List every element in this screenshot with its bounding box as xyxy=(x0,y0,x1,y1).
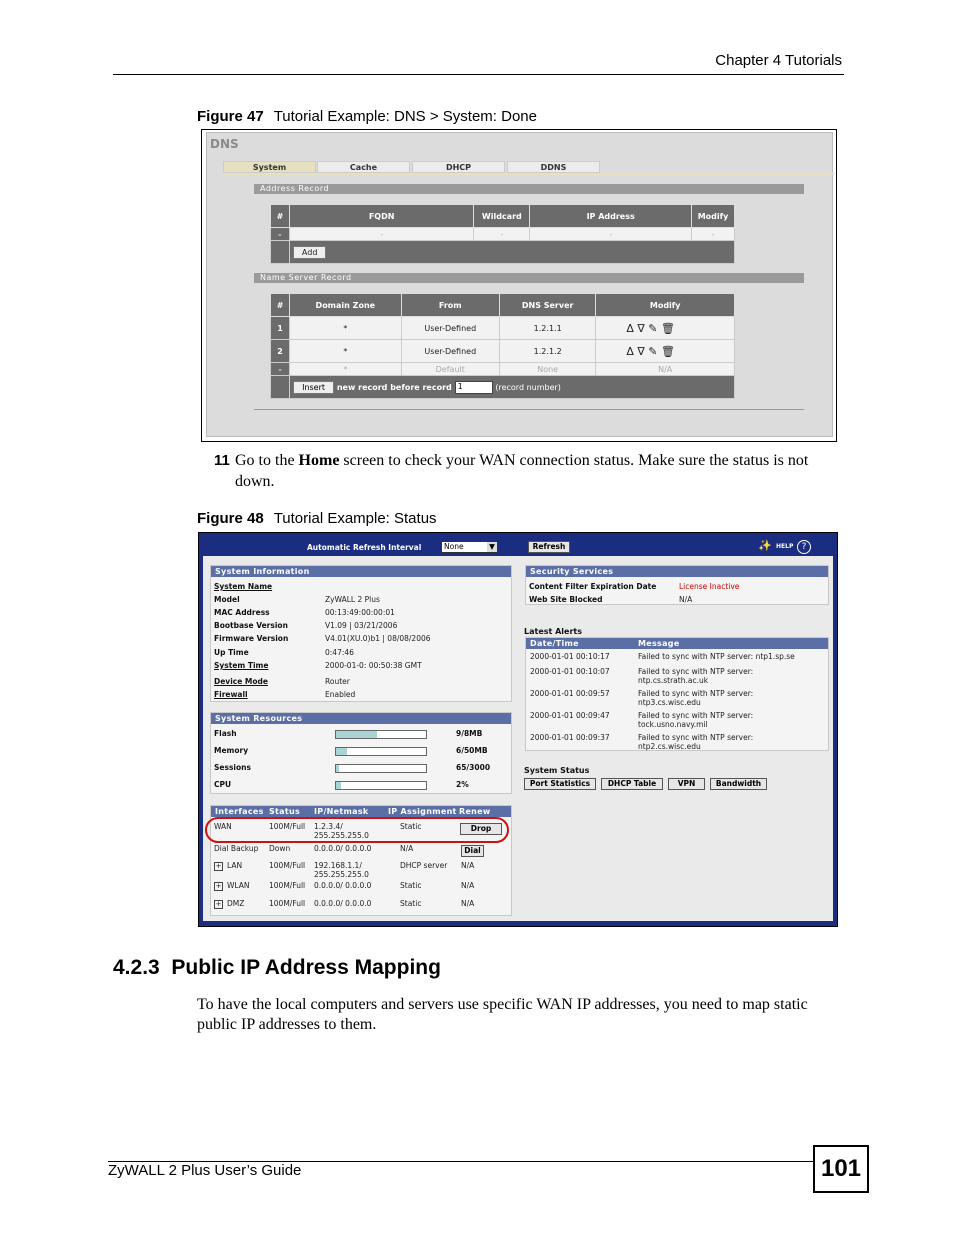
guide-title: ZyWALL 2 Plus User’s Guide xyxy=(108,1162,302,1179)
chapter-title: Chapter 4 Tutorials xyxy=(715,52,842,69)
col-header: IP/Netmask xyxy=(314,807,369,816)
figure-47-caption xyxy=(197,108,537,125)
name-server-table xyxy=(270,293,735,399)
tab-cache[interactable]: Cache xyxy=(317,161,410,173)
col-header: Modify xyxy=(596,294,735,317)
alert-message: Failed to sync with NTP server: xyxy=(638,689,754,698)
table-cell: * xyxy=(290,340,401,363)
interface-name-text: DMZ xyxy=(227,899,245,908)
col-header: Modify xyxy=(692,205,735,228)
step-text-after: screen to check your WAN connection status. Make sure the status is not down. xyxy=(235,452,809,490)
resource-usage-fill xyxy=(336,765,339,772)
insert-text: new record before record xyxy=(336,382,452,392)
interface-assignment: N/A xyxy=(400,844,414,853)
table-cell: 1.2.1.1 xyxy=(499,317,595,340)
content-filter-label: Content Filter Expiration Date xyxy=(529,582,657,591)
col-header: # xyxy=(271,294,290,317)
move-down-icon[interactable]: ∇ xyxy=(637,321,645,335)
interface-name-text: WLAN xyxy=(227,881,250,890)
resource-usage-fill xyxy=(336,782,341,789)
sysinfo-value: 00:13:49:00:00:01 xyxy=(325,608,395,617)
sysinfo-value: 0:47:46 xyxy=(325,648,354,657)
interface-status: Down xyxy=(269,844,291,853)
insert-button[interactable]: Insert xyxy=(293,381,334,394)
latest-alerts-heading: Latest Alerts xyxy=(524,627,583,636)
resource-name: Flash xyxy=(214,729,237,738)
sysinfo-label[interactable]: Firewall xyxy=(214,690,248,699)
name-server-record-heading: Name Server Record xyxy=(254,273,804,283)
table-cell: - xyxy=(271,363,290,376)
resource-value: 6/50MB xyxy=(456,746,488,755)
col-header: IP Address xyxy=(530,205,692,228)
figure-48-caption xyxy=(197,510,437,527)
license-status: License Inactive xyxy=(679,582,740,591)
interface-renew: N/A xyxy=(461,899,475,908)
interface-status: 100M/Full xyxy=(269,899,306,908)
alert-message-host: ntp.cs.strath.ac.uk xyxy=(638,676,709,685)
header-rule xyxy=(113,74,844,75)
table-cell: Default xyxy=(401,363,499,376)
sysinfo-label[interactable]: System Time xyxy=(214,661,269,670)
alert-message: Failed to sync with NTP server: xyxy=(638,733,754,742)
interface-assignment: Static xyxy=(400,822,422,831)
sysinfo-value: Enabled xyxy=(325,690,356,699)
sysinfo-label: Up Time xyxy=(214,648,249,657)
address-record-heading: Address Record xyxy=(254,184,804,194)
alert-message-host: tock.usno.navy.mil xyxy=(638,720,708,729)
web-site-blocked-value: N/A xyxy=(679,595,693,604)
sysinfo-label[interactable]: Device Mode xyxy=(214,677,268,686)
tab-underline xyxy=(223,173,834,175)
interface-status: 100M/Full xyxy=(269,881,306,890)
refresh-interval-select[interactable] xyxy=(441,541,498,553)
port-statistics-button[interactable]: Port Statistics xyxy=(524,778,596,790)
tab-system[interactable]: System xyxy=(223,161,316,173)
table-cell: - xyxy=(530,228,692,241)
step-number: 11 xyxy=(214,452,230,469)
interface-name xyxy=(214,899,244,909)
sysinfo-value: 2000-01-0: 00:50:38 GMT xyxy=(325,661,422,670)
expand-icon[interactable]: + xyxy=(215,861,222,870)
step-bold: Home xyxy=(298,452,340,469)
delete-icon[interactable]: 🗑 xyxy=(660,344,675,358)
interface-ip: 0.0.0.0/ 0.0.0.0 xyxy=(314,899,372,908)
interface-netmask: 255.255.255.0 xyxy=(314,831,369,840)
resource-name: Memory xyxy=(214,746,249,755)
resource-usage-fill xyxy=(336,748,347,755)
table-cell: N/A xyxy=(596,363,735,376)
col-header: Renew xyxy=(459,807,491,816)
figure-47-dns-screenshot xyxy=(201,129,837,442)
alert-message: Failed to sync with NTP server: xyxy=(638,667,754,676)
alert-message-host: ntp2.cs.wisc.edu xyxy=(638,742,701,751)
table-cell: 1.2.1.2 xyxy=(499,340,595,363)
move-up-icon[interactable]: Δ xyxy=(626,344,634,358)
col-header: Date/Time xyxy=(530,639,579,648)
sysinfo-label[interactable]: System Name xyxy=(214,582,273,591)
interfaces-header xyxy=(211,806,511,817)
resource-usage-bar xyxy=(335,781,427,790)
table-cell: - xyxy=(692,228,735,241)
interface-name-text: WAN xyxy=(214,822,232,831)
table-cell: * xyxy=(290,363,401,376)
expand-icon[interactable]: + xyxy=(215,881,222,890)
web-site-blocked-label: Web Site Blocked xyxy=(529,595,603,604)
figure-48-caption-text: Tutorial Example: Status xyxy=(273,510,437,527)
resource-usage-bar xyxy=(335,764,427,773)
address-record-table xyxy=(270,204,735,264)
figure-48-label: Figure 48 xyxy=(197,510,264,527)
table-cell: None xyxy=(499,363,595,376)
figure-47-caption-text: Tutorial Example: DNS > System: Done xyxy=(273,108,537,125)
drop-button[interactable]: Drop xyxy=(460,823,502,835)
divider xyxy=(254,409,804,410)
help-icon[interactable]: ? xyxy=(797,540,811,554)
interface-assignment: Static xyxy=(400,899,422,908)
tab-dhcp[interactable]: DHCP xyxy=(412,161,505,173)
alert-time: 2000-01-01 00:10:17 xyxy=(530,652,610,661)
status-panel xyxy=(203,536,833,921)
resource-name: Sessions xyxy=(214,763,251,772)
wan-highlight-ellipse xyxy=(205,817,509,843)
col-header: # xyxy=(271,205,290,228)
col-header: DNS Server xyxy=(499,294,595,317)
bandwidth-button[interactable]: Bandwidth xyxy=(710,778,767,790)
table-cell: - xyxy=(271,228,290,241)
step-11 xyxy=(214,450,834,492)
section-number: 4.2.3 xyxy=(113,956,160,979)
interface-renew: N/A xyxy=(461,881,475,890)
alert-time: 2000-01-01 00:09:37 xyxy=(530,733,610,742)
system-information-heading: System Information xyxy=(211,566,511,577)
add-button[interactable]: Add xyxy=(293,246,327,259)
sysinfo-label: Firmware Version xyxy=(214,634,289,643)
edit-icon[interactable]: ✎ xyxy=(648,321,658,335)
resource-value: 2% xyxy=(456,780,469,789)
refresh-button[interactable]: Refresh xyxy=(528,541,570,553)
interface-status: 100M/Full xyxy=(269,822,306,831)
latest-alerts-header xyxy=(526,638,828,649)
interface-ip: 1.2.3.4/ xyxy=(314,822,343,831)
alert-time: 2000-01-01 00:09:47 xyxy=(530,711,610,720)
table-cell: 2 xyxy=(271,340,290,363)
step-text-before: Go to the xyxy=(235,452,295,469)
modify-icons xyxy=(596,317,735,340)
dns-panel xyxy=(206,132,833,437)
record-number-input[interactable]: 1 xyxy=(455,381,493,394)
dhcp-table-button[interactable]: DHCP Table xyxy=(601,778,663,790)
section-title: Public IP Address Mapping xyxy=(171,956,441,979)
section-heading xyxy=(113,956,441,980)
sysinfo-label: MAC Address xyxy=(214,608,270,617)
col-header: From xyxy=(401,294,499,317)
section-body: To have the local computers and servers use specific WAN IP addresses, you need to map static public IP addresses to them. xyxy=(197,996,808,1033)
interface-ip: 192.168.1.1/ xyxy=(314,861,362,870)
col-header: Message xyxy=(638,639,680,648)
sysinfo-value: V4.01(XU.0)b1 | 08/08/2006 xyxy=(325,634,431,643)
interface-assignment: DHCP server xyxy=(400,861,448,870)
move-down-icon[interactable]: ∇ xyxy=(637,344,645,358)
interface-ip: 0.0.0.0/ 0.0.0.0 xyxy=(314,881,372,890)
record-number-hint: (record number) xyxy=(495,382,561,392)
table-cell: - xyxy=(474,228,530,241)
col-header: Wildcard xyxy=(474,205,530,228)
refresh-interval-value: None xyxy=(444,542,464,551)
dns-title: DNS xyxy=(210,137,239,151)
page-number: 101 xyxy=(813,1145,869,1193)
interface-renew: N/A xyxy=(461,861,475,870)
sysinfo-value: ZyWALL 2 Plus xyxy=(325,595,380,604)
table-cell: 1 xyxy=(271,317,290,340)
dial-button[interactable]: Dial xyxy=(461,845,484,857)
sysinfo-value: Router xyxy=(325,677,350,686)
col-header: Interfaces xyxy=(215,807,264,816)
alert-message-host: ntp3.cs.wisc.edu xyxy=(638,698,701,707)
table-cell: User-Defined xyxy=(401,317,499,340)
resource-usage-bar xyxy=(335,730,427,739)
interface-name-text: Dial Backup xyxy=(214,844,259,853)
alert-time: 2000-01-01 00:09:57 xyxy=(530,689,610,698)
sysinfo-label: Model xyxy=(214,595,240,604)
col-header: Status xyxy=(269,807,301,816)
help-tool-icon: ✨ xyxy=(758,540,772,552)
interface-name xyxy=(214,881,250,891)
tab-ddns[interactable]: DDNS xyxy=(507,161,600,173)
table-cell: * xyxy=(290,317,401,340)
refresh-interval-label: Automatic Refresh Interval xyxy=(307,543,422,552)
move-up-icon[interactable]: Δ xyxy=(626,321,634,335)
table-cell: - xyxy=(289,228,473,241)
resource-usage-fill xyxy=(336,731,377,738)
interface-netmask: 255.255.255.0 xyxy=(314,870,369,879)
interface-assignment: Static xyxy=(400,881,422,890)
resource-value: 65/3000 xyxy=(456,763,491,772)
modify-icons xyxy=(596,340,735,363)
interface-ip: 0.0.0.0/ 0.0.0.0 xyxy=(314,844,372,853)
expand-icon[interactable]: + xyxy=(215,899,222,908)
delete-icon[interactable]: 🗑 xyxy=(660,321,675,335)
interface-name-text: LAN xyxy=(227,861,243,870)
interface-name xyxy=(214,861,242,871)
resource-name: CPU xyxy=(214,780,232,789)
table-cell: User-Defined xyxy=(401,340,499,363)
resource-value: 9/8MB xyxy=(456,729,483,738)
figure-48-status-screenshot xyxy=(198,532,838,927)
edit-icon[interactable]: ✎ xyxy=(648,344,658,358)
alert-time: 2000-01-01 00:10:07 xyxy=(530,667,610,676)
figure-47-label: Figure 47 xyxy=(197,108,264,125)
interface-status: 100M/Full xyxy=(269,861,306,870)
col-header: Domain Zone xyxy=(290,294,401,317)
interface-name xyxy=(214,844,258,853)
vpn-button[interactable]: VPN xyxy=(668,778,705,790)
alert-message: Failed to sync with NTP server: xyxy=(638,711,754,720)
col-header: FQDN xyxy=(289,205,473,228)
system-resources-heading: System Resources xyxy=(211,713,511,724)
help-label[interactable]: HELP xyxy=(776,543,794,550)
sysinfo-label: Bootbase Version xyxy=(214,621,288,630)
status-toolbar xyxy=(203,536,833,556)
sysinfo-value: V1.09 | 03/21/2006 xyxy=(325,621,398,630)
resource-usage-bar xyxy=(335,747,427,756)
col-header: IP Assignment xyxy=(388,807,457,816)
chevron-down-icon[interactable]: ▼ xyxy=(487,542,497,552)
security-services-heading: Security Services xyxy=(526,566,828,577)
alert-message: Failed to sync with NTP server: ntp1.sp.se xyxy=(638,652,795,661)
system-status-heading: System Status xyxy=(524,766,590,775)
